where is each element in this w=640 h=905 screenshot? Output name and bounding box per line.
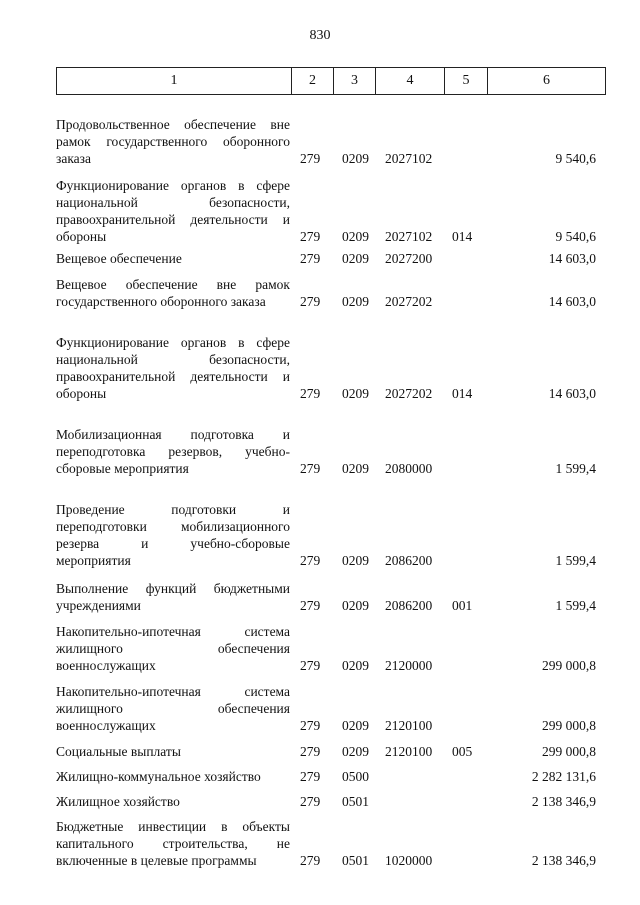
description-line: заказа (56, 151, 91, 166)
description-line: Накопительно-ипотечная система (56, 684, 290, 699)
cell-c3: 0501 (342, 794, 369, 809)
row-description (56, 768, 290, 785)
cell-c6: 2 282 131,6 (531, 769, 596, 784)
column-header-1: 1 (57, 68, 292, 95)
cell-c4: 1020000 (385, 853, 433, 868)
description-line: рамок государственного оборонного (56, 134, 290, 149)
table-row (56, 276, 606, 310)
table-row (56, 426, 606, 477)
table-row (56, 250, 606, 267)
cell-c2: 279 (300, 718, 321, 733)
cell-c4: 2027200 (385, 251, 433, 266)
description-line: мероприятия (56, 553, 131, 568)
description-line: сборовые мероприятия (56, 461, 189, 476)
row-description (56, 818, 290, 869)
column-header-4: 4 (376, 68, 445, 95)
description-line: национальной безопасности, (56, 195, 290, 210)
description-line: жилищного обеспечения (56, 701, 290, 716)
description-line: Функционирование органов в сфере (56, 335, 290, 350)
cell-c6: 2 138 346,9 (531, 794, 596, 809)
cell-c6: 14 603,0 (548, 251, 596, 266)
cell-c4: 2120000 (385, 658, 433, 673)
row-description (56, 276, 290, 310)
description-line: Жилищное хозяйство (56, 794, 180, 809)
cell-c5: 001 (452, 598, 473, 613)
cell-c2: 279 (300, 794, 321, 809)
column-header-table (56, 67, 606, 95)
cell-c6: 299 000,8 (542, 718, 596, 733)
cell-c6: 2 138 346,9 (531, 853, 596, 868)
description-line: обороны (56, 229, 107, 244)
row-description (56, 580, 290, 614)
cell-c3: 0209 (342, 229, 369, 244)
cell-c2: 279 (300, 294, 321, 309)
row-description (56, 250, 290, 267)
cell-c3: 0209 (342, 598, 369, 613)
cell-c3: 0209 (342, 718, 369, 733)
cell-c4: 2120100 (385, 744, 433, 759)
description-line: Проведение подготовки и (56, 502, 290, 517)
table-row (56, 743, 606, 760)
cell-c2: 279 (300, 553, 321, 568)
table-row (56, 793, 606, 810)
column-header-6: 6 (488, 68, 606, 95)
cell-c6: 14 603,0 (548, 294, 596, 309)
cell-c3: 0209 (342, 294, 369, 309)
cell-c3: 0209 (342, 386, 369, 401)
table-row (56, 683, 606, 734)
description-line: жилищного обеспечения (56, 641, 290, 656)
row-description (56, 683, 290, 734)
table-row (56, 177, 606, 245)
cell-c4: 2080000 (385, 461, 433, 476)
cell-c2: 279 (300, 744, 321, 759)
description-line: военнослужащих (56, 718, 156, 733)
table-row (56, 623, 606, 674)
cell-c2: 279 (300, 853, 321, 868)
cell-c4: 2027202 (385, 386, 433, 401)
cell-c3: 0500 (342, 769, 369, 784)
cell-c6: 299 000,8 (542, 744, 596, 759)
cell-c5: 014 (452, 386, 473, 401)
column-header-5: 5 (445, 68, 488, 95)
cell-c2: 279 (300, 658, 321, 673)
row-description (56, 743, 290, 760)
cell-c2: 279 (300, 461, 321, 476)
cell-c3: 0209 (342, 658, 369, 673)
description-line: переподготовки мобилизационного (56, 519, 290, 534)
description-line: Функционирование органов в сфере (56, 178, 290, 193)
cell-c2: 279 (300, 251, 321, 266)
row-description (56, 793, 290, 810)
description-line: включенные в целевые программы (56, 853, 257, 868)
row-description (56, 334, 290, 402)
description-line: резерва и учебно-сборовые (56, 536, 290, 551)
description-line: Накопительно-ипотечная система (56, 624, 290, 639)
description-line: военнослужащих (56, 658, 156, 673)
table-row (56, 768, 606, 785)
description-line: правоохранительной деятельности и (56, 369, 290, 384)
table-row (56, 116, 606, 167)
cell-c3: 0501 (342, 853, 369, 868)
description-line: Социальные выплаты (56, 744, 181, 759)
cell-c6: 299 000,8 (542, 658, 596, 673)
cell-c3: 0209 (342, 553, 369, 568)
row-description (56, 177, 290, 245)
budget-table-body (56, 108, 606, 869)
description-line: Выполнение функций бюджетными (56, 581, 290, 596)
description-line: Мобилизационная подготовка и (56, 427, 290, 442)
cell-c4: 2120100 (385, 718, 433, 733)
cell-c2: 279 (300, 229, 321, 244)
table-row (56, 580, 606, 614)
cell-c4: 2086200 (385, 598, 433, 613)
description-line: правоохранительной деятельности и (56, 212, 290, 227)
row-description (56, 116, 290, 167)
cell-c4: 2086200 (385, 553, 433, 568)
cell-c4: 2027102 (385, 151, 433, 166)
description-line: Продовольственное обеспечение вне (56, 117, 290, 132)
cell-c4: 2027102 (385, 229, 433, 244)
description-line: Вещевое обеспечение вне рамок (56, 277, 290, 292)
column-header-row (57, 68, 606, 95)
cell-c2: 279 (300, 386, 321, 401)
cell-c6: 1 599,4 (555, 553, 596, 568)
cell-c6: 1 599,4 (555, 461, 596, 476)
cell-c4: 2027202 (385, 294, 433, 309)
cell-c6: 9 540,6 (555, 151, 596, 166)
cell-c3: 0209 (342, 151, 369, 166)
cell-c6: 9 540,6 (555, 229, 596, 244)
description-line: учреждениями (56, 598, 141, 613)
row-description (56, 426, 290, 477)
cell-c2: 279 (300, 598, 321, 613)
cell-c3: 0209 (342, 461, 369, 476)
table-row (56, 334, 606, 402)
description-line: переподготовка резервов, учебно- (56, 444, 290, 459)
page-number: 830 (309, 28, 331, 43)
cell-c5: 014 (452, 229, 473, 244)
cell-c5: 005 (452, 744, 473, 759)
description-line: капитального строительства, не (56, 836, 290, 851)
column-header-3: 3 (334, 68, 376, 95)
description-line: национальной безопасности, (56, 352, 290, 367)
table-row (56, 818, 606, 869)
row-description (56, 501, 290, 569)
row-description (56, 623, 290, 674)
description-line: Вещевое обеспечение (56, 251, 182, 266)
table-row (56, 501, 606, 569)
cell-c2: 279 (300, 769, 321, 784)
description-line: Бюджетные инвестиции в объекты (56, 819, 290, 834)
cell-c3: 0209 (342, 744, 369, 759)
column-header-2: 2 (292, 68, 334, 95)
description-line: Жилищно-коммунальное хозяйство (56, 769, 261, 784)
description-line: государственного оборонного заказа (56, 294, 266, 309)
cell-c2: 279 (300, 151, 321, 166)
cell-c3: 0209 (342, 251, 369, 266)
cell-c6: 14 603,0 (548, 386, 596, 401)
description-line: обороны (56, 386, 107, 401)
cell-c6: 1 599,4 (555, 598, 596, 613)
